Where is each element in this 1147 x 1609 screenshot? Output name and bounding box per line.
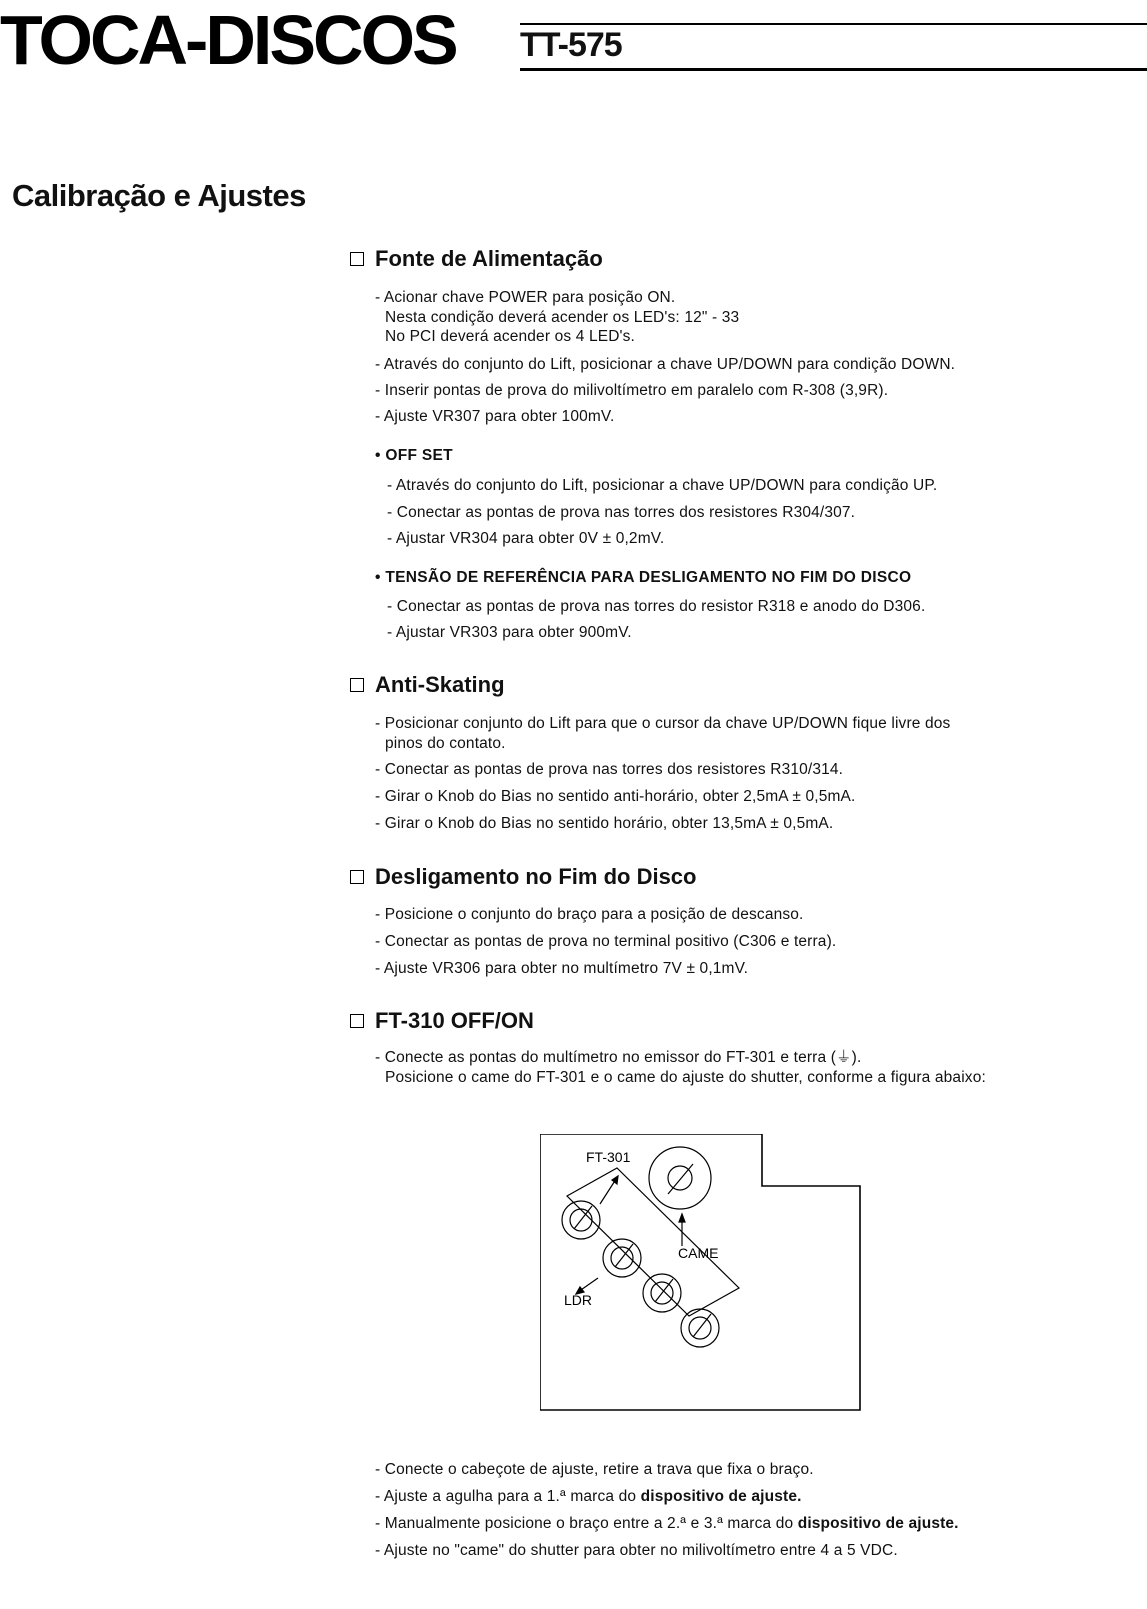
list-item: - Posicione o conjunto do braço para a posição de descanso.	[375, 906, 804, 923]
checkbox-square-icon	[350, 252, 364, 266]
list-item: - Ajuste VR306 para obter no multímetro 7V ± 0,1mV.	[375, 960, 749, 977]
list-item: - Conectar as pontas de prova nas torres do resistor R318 e anodo do D306.	[387, 598, 926, 615]
list-item: - Ajuste VR307 para obter 100mV.	[375, 408, 615, 425]
checkbox-square-icon	[350, 870, 364, 884]
subheading-tensao: • TENSÃO DE REFERÊNCIA PARA DESLIGAMENTO NO FIM DO DISCO	[375, 569, 912, 586]
list-item: - Conectar as pontas de prova nas torres dos resistores R310/314.	[375, 761, 844, 778]
shutter-cam-diagram	[540, 1134, 862, 1412]
heading-fonte-label: Fonte de Alimentação	[375, 246, 603, 271]
subheading-offset: • OFF SET	[375, 447, 453, 464]
list-item: - Manualmente posicione o braço entre a 2.ª e 3.ª marca do dispositivo de ajuste.	[375, 1515, 959, 1532]
list-item: - Acionar chave POWER para posição ON. Nesta condição deverá acender os LED's: 12" - 33 No PCI deverá acender os 4 LED's.	[375, 289, 740, 345]
heading-desligamento	[350, 864, 696, 890]
ldr-discs	[562, 1201, 719, 1347]
came-disc	[649, 1147, 711, 1209]
list-item: - Conecte as pontas do multímetro no emissor do FT-301 e terra (⏚). Posicione o came do FT-301 e o came do ajuste do shutter, conforme a figura abaixo:	[375, 1049, 986, 1086]
brand-title: TOCA-DISCOS	[0, 1, 456, 79]
list-item: - Ajuste a agulha para a 1.ª marca do dispositivo de ajuste.	[375, 1488, 802, 1505]
page-header	[0, 0, 1147, 80]
list-item: - Girar o Knob do Bias no sentido horário, obter 13,5mA ± 0,5mA.	[375, 815, 834, 832]
heading-ft310	[350, 1008, 534, 1034]
label-ldr: LDR	[564, 1292, 593, 1308]
list-item: - Através do conjunto do Lift, posicionar a chave UP/DOWN para condição UP.	[387, 477, 938, 494]
section-title: Calibração e Ajustes	[12, 178, 306, 213]
ldr-strip	[567, 1168, 739, 1316]
checkbox-square-icon	[350, 1014, 364, 1028]
label-came: CAME	[678, 1245, 719, 1261]
list-item: - Ajuste no "came" do shutter para obter no milivoltímetro entre 4 a 5 VDC.	[375, 1542, 898, 1559]
list-item: - Conectar as pontas de prova no terminal positivo (C306 e terra).	[375, 933, 837, 950]
list-item: - Através do conjunto do Lift, posicionar a chave UP/DOWN para condição DOWN.	[375, 356, 956, 373]
heading-ft-label: FT-310 OFF/ON	[375, 1008, 534, 1033]
list-item: - Ajustar VR304 para obter 0V ± 0,2mV.	[387, 530, 665, 547]
list-item: - Posicionar conjunto do Lift para que o cursor da chave UP/DOWN fique livre dos pinos do contato.	[375, 715, 951, 752]
list-item: - Girar o Knob do Bias no sentido anti-horário, obter 2,5mA ± 0,5mA.	[375, 788, 856, 805]
heading-anti-skating	[350, 672, 505, 698]
label-ft301: FT-301	[586, 1149, 631, 1165]
list-item: - Ajustar VR303 para obter 900mV.	[387, 624, 632, 641]
heading-fonte	[350, 246, 603, 272]
model-number: TT-575	[520, 26, 622, 64]
header-rule-bottom	[520, 68, 1147, 71]
heading-deslig-label: Desligamento no Fim do Disco	[375, 864, 697, 889]
list-item: - Conecte o cabeçote de ajuste, retire a trava que fixa o braço.	[375, 1461, 814, 1478]
list-item: - Conectar as pontas de prova nas torres dos resistores R304/307.	[387, 504, 856, 521]
checkbox-square-icon	[350, 678, 364, 692]
heading-anti-label: Anti-Skating	[375, 672, 505, 697]
list-item: - Inserir pontas de prova do milivoltímetro em paralelo com R-308 (3,9R).	[375, 382, 889, 399]
